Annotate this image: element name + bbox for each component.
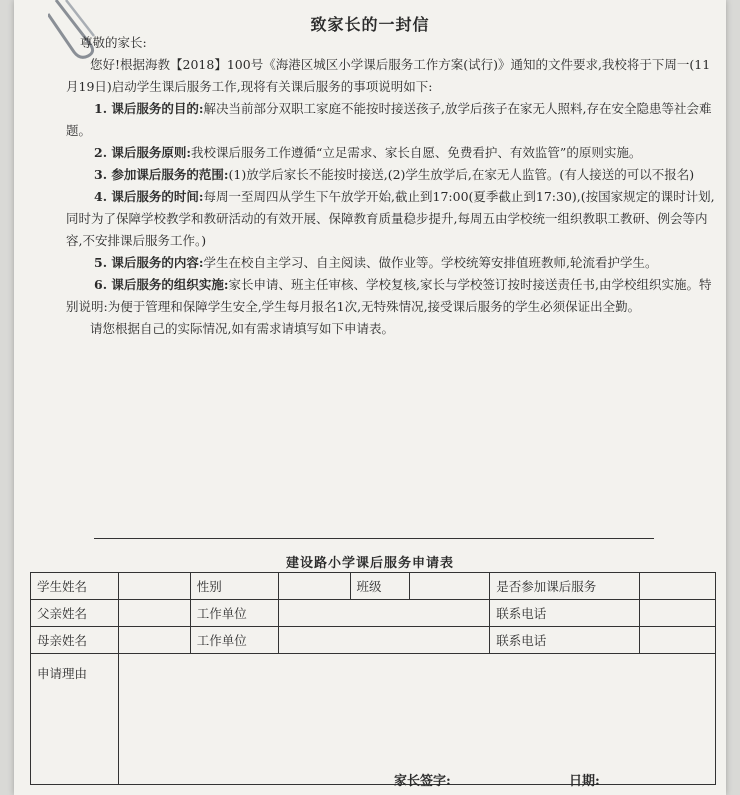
- mother-work-field[interactable]: [278, 627, 490, 654]
- father-name-field[interactable]: [118, 600, 190, 627]
- salutation: 尊敬的家长:: [80, 35, 147, 50]
- item-2: [66, 142, 716, 164]
- grade-label: 班级: [350, 573, 410, 600]
- student-name-label: 学生姓名: [31, 573, 119, 600]
- student-name-field[interactable]: [118, 573, 190, 600]
- grade-field[interactable]: [410, 573, 490, 600]
- father-phone-field[interactable]: [640, 600, 716, 627]
- item-6: [66, 274, 716, 318]
- participate-label: 是否参加课后服务: [490, 573, 640, 600]
- mother-name-label: 母亲姓名: [31, 627, 119, 654]
- item-heading: 3. 参加课后服务的范围:: [94, 167, 229, 182]
- item-3: [66, 164, 716, 186]
- paper-sheet: [14, 0, 726, 795]
- form-row-student: [31, 573, 716, 600]
- item-text: 每周一至周四从学生下午放学开始,截止到17:00(夏季截止到17:30),(按国家规定的课时计划,同时为了保障学校教学和教研活动的有效开展、保障教育质量稳步提升,每周五由学校统一组织教职工教研、例会等内容,不安排课后服务工作。): [66, 189, 715, 248]
- form-row-mother: [31, 627, 716, 654]
- participate-field[interactable]: [640, 573, 716, 600]
- gender-field[interactable]: [278, 573, 350, 600]
- item-heading: 2. 课后服务原则:: [94, 145, 192, 160]
- gender-label: 性别: [190, 573, 278, 600]
- letter-body: [66, 32, 716, 340]
- form-title: 建设路小学课后服务申请表: [285, 556, 454, 571]
- divider-line: [94, 538, 654, 539]
- father-work-field[interactable]: [278, 600, 490, 627]
- date-label: 日期:: [569, 774, 600, 789]
- item-text: 我校课后服务工作遵循“立足需求、家长自愿、免费看护、有效监管”的原则实施。: [191, 145, 642, 160]
- intro-paragraph: 您好!根据海教【2018】100号《海港区城区小学课后服务工作方案(试行)》通知的文件要求,我校将于下周一(11月19日)启动学生课后服务工作,现将有关课后服务的事项说明如下:: [66, 57, 711, 94]
- mother-name-field[interactable]: [118, 627, 190, 654]
- application-form-table: [30, 572, 716, 785]
- item-heading: 4. 课后服务的时间:: [94, 189, 204, 204]
- mother-phone-field[interactable]: [640, 627, 716, 654]
- form-row-reason: [31, 654, 716, 785]
- item-text: 家长申请、班主任审核、学校复核,家长与学校签订按时接送责任书,由学校组织实施。特别说明:为便于管理和保障学生安全,学生每月报名1次,无特殊情况,接受课后服务的学生必须保证出全勤。: [66, 277, 712, 314]
- father-name-label: 父亲姓名: [31, 600, 119, 627]
- parent-signature-label: 家长签字:: [394, 774, 451, 789]
- item-text: 学生在校自主学习、自主阅读、做作业等。学校统筹安排值班教师,轮流看护学生。: [203, 255, 658, 270]
- item-heading: 6. 课后服务的组织实施:: [94, 277, 229, 292]
- item-text: (1)放学后家长不能按时接送,(2)学生放学后,在家无人监管。(有人接送的可以不报名): [228, 167, 695, 182]
- closing-paragraph: 请您根据自己的实际情况,如有需求请填写如下申请表。: [90, 321, 394, 336]
- item-heading: 1. 课后服务的目的:: [94, 101, 204, 116]
- mother-work-label: 工作单位: [190, 627, 278, 654]
- item-text: 解决当前部分双职工家庭不能按时接送孩子,放学后孩子在家无人照料,存在安全隐患等社会难题。: [66, 101, 712, 138]
- item-4: [66, 186, 716, 252]
- item-heading: 5. 课后服务的内容:: [94, 255, 204, 270]
- father-phone-label: 联系电话: [490, 600, 640, 627]
- reason-field[interactable]: [118, 654, 715, 785]
- item-1: [66, 98, 716, 142]
- letter-title: 致家长的一封信: [310, 15, 430, 34]
- reason-label: 申请理由: [31, 654, 119, 785]
- mother-phone-label: 联系电话: [490, 627, 640, 654]
- father-work-label: 工作单位: [190, 600, 278, 627]
- form-row-father: [31, 600, 716, 627]
- item-5: [66, 252, 716, 274]
